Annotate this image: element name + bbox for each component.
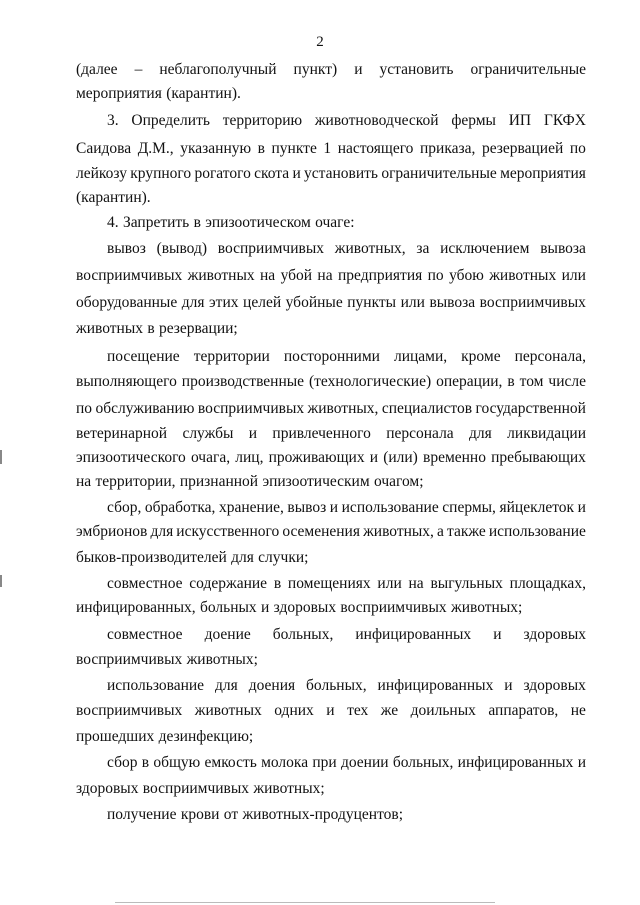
text-line: 3. Определить территорию животноводческой фермы ИП ГКФХ [107, 112, 586, 129]
text-line: оборудованные для этих целей убойные пункты или вывоза восприимчивых [76, 294, 586, 311]
text-line: Саидова Д.М., указанную в пункте 1 настоящего приказа, резервацией по [76, 140, 586, 157]
text-line: инфицированных, больных и здоровых восприимчивых животных; [76, 599, 523, 616]
text-line: восприимчивых животных; [76, 651, 258, 668]
text-line: ветеринарной службы и привлеченного персонала для ликвидации [76, 425, 586, 442]
text-line: восприимчивых животных на убой на предприятия по убою животных или [76, 267, 586, 284]
text-line: совместное доение больных, инфицированных и здоровых [107, 626, 586, 643]
scan-edge-mark [0, 450, 2, 464]
text-line: эпизоотического очага, лиц, проживающих и (или) временно пребывающих [76, 449, 586, 466]
text-line: здоровых восприимчивых животных; [76, 780, 325, 797]
text-line: посещение территории посторонними лицами, кроме персонала, [107, 348, 586, 365]
text-line: по обслуживанию восприимчивых животных, специалистов государственной [76, 400, 586, 417]
text-line: на территории, признанной эпизоотическим очагом; [76, 473, 424, 490]
scan-edge-mark [0, 575, 2, 587]
text-line: мероприятия (карантин). [76, 85, 241, 102]
text-line: сбор, обработка, хранение, вывоз и использование спермы, яйцеклеток и [107, 499, 586, 516]
text-line: быков-производителей для случки; [76, 549, 309, 566]
page-number: 2 [316, 34, 324, 50]
text-line: сбор в общую емкость молока при доении больных, инфицированных и [107, 754, 586, 771]
scan-bottom-edge [115, 902, 495, 903]
text-line: прошедших дезинфекцию; [76, 728, 254, 745]
text-line: совместное содержание в помещениях или на выгульных площадках, [107, 575, 586, 592]
text-line: 4. Запретить в эпизоотическом очаге: [107, 214, 355, 231]
text-line: выполняющего производственные (технологические) операции, в том числе [76, 373, 586, 390]
text-line: получение крови от животных-продуцентов; [107, 806, 404, 823]
text-line: лейкозу крупного рогатого скота и установить ограничительные мероприятия [76, 165, 586, 182]
text-line: (далее – неблагополучный пункт) и установить ограничительные [76, 61, 586, 78]
text-line: вывоз (вывод) восприимчивых животных, за исключением вывоза [107, 240, 586, 257]
text-line: восприимчивых животных одних и тех же доильных аппаратов, не [76, 702, 586, 719]
text-line: животных в резервации; [76, 320, 238, 337]
text-line: эмбрионов для искусственного осеменения животных, а также использование [76, 523, 586, 540]
text-line: использование для доения больных, инфицированных и здоровых [107, 677, 586, 694]
text-line: (карантин). [76, 189, 151, 206]
